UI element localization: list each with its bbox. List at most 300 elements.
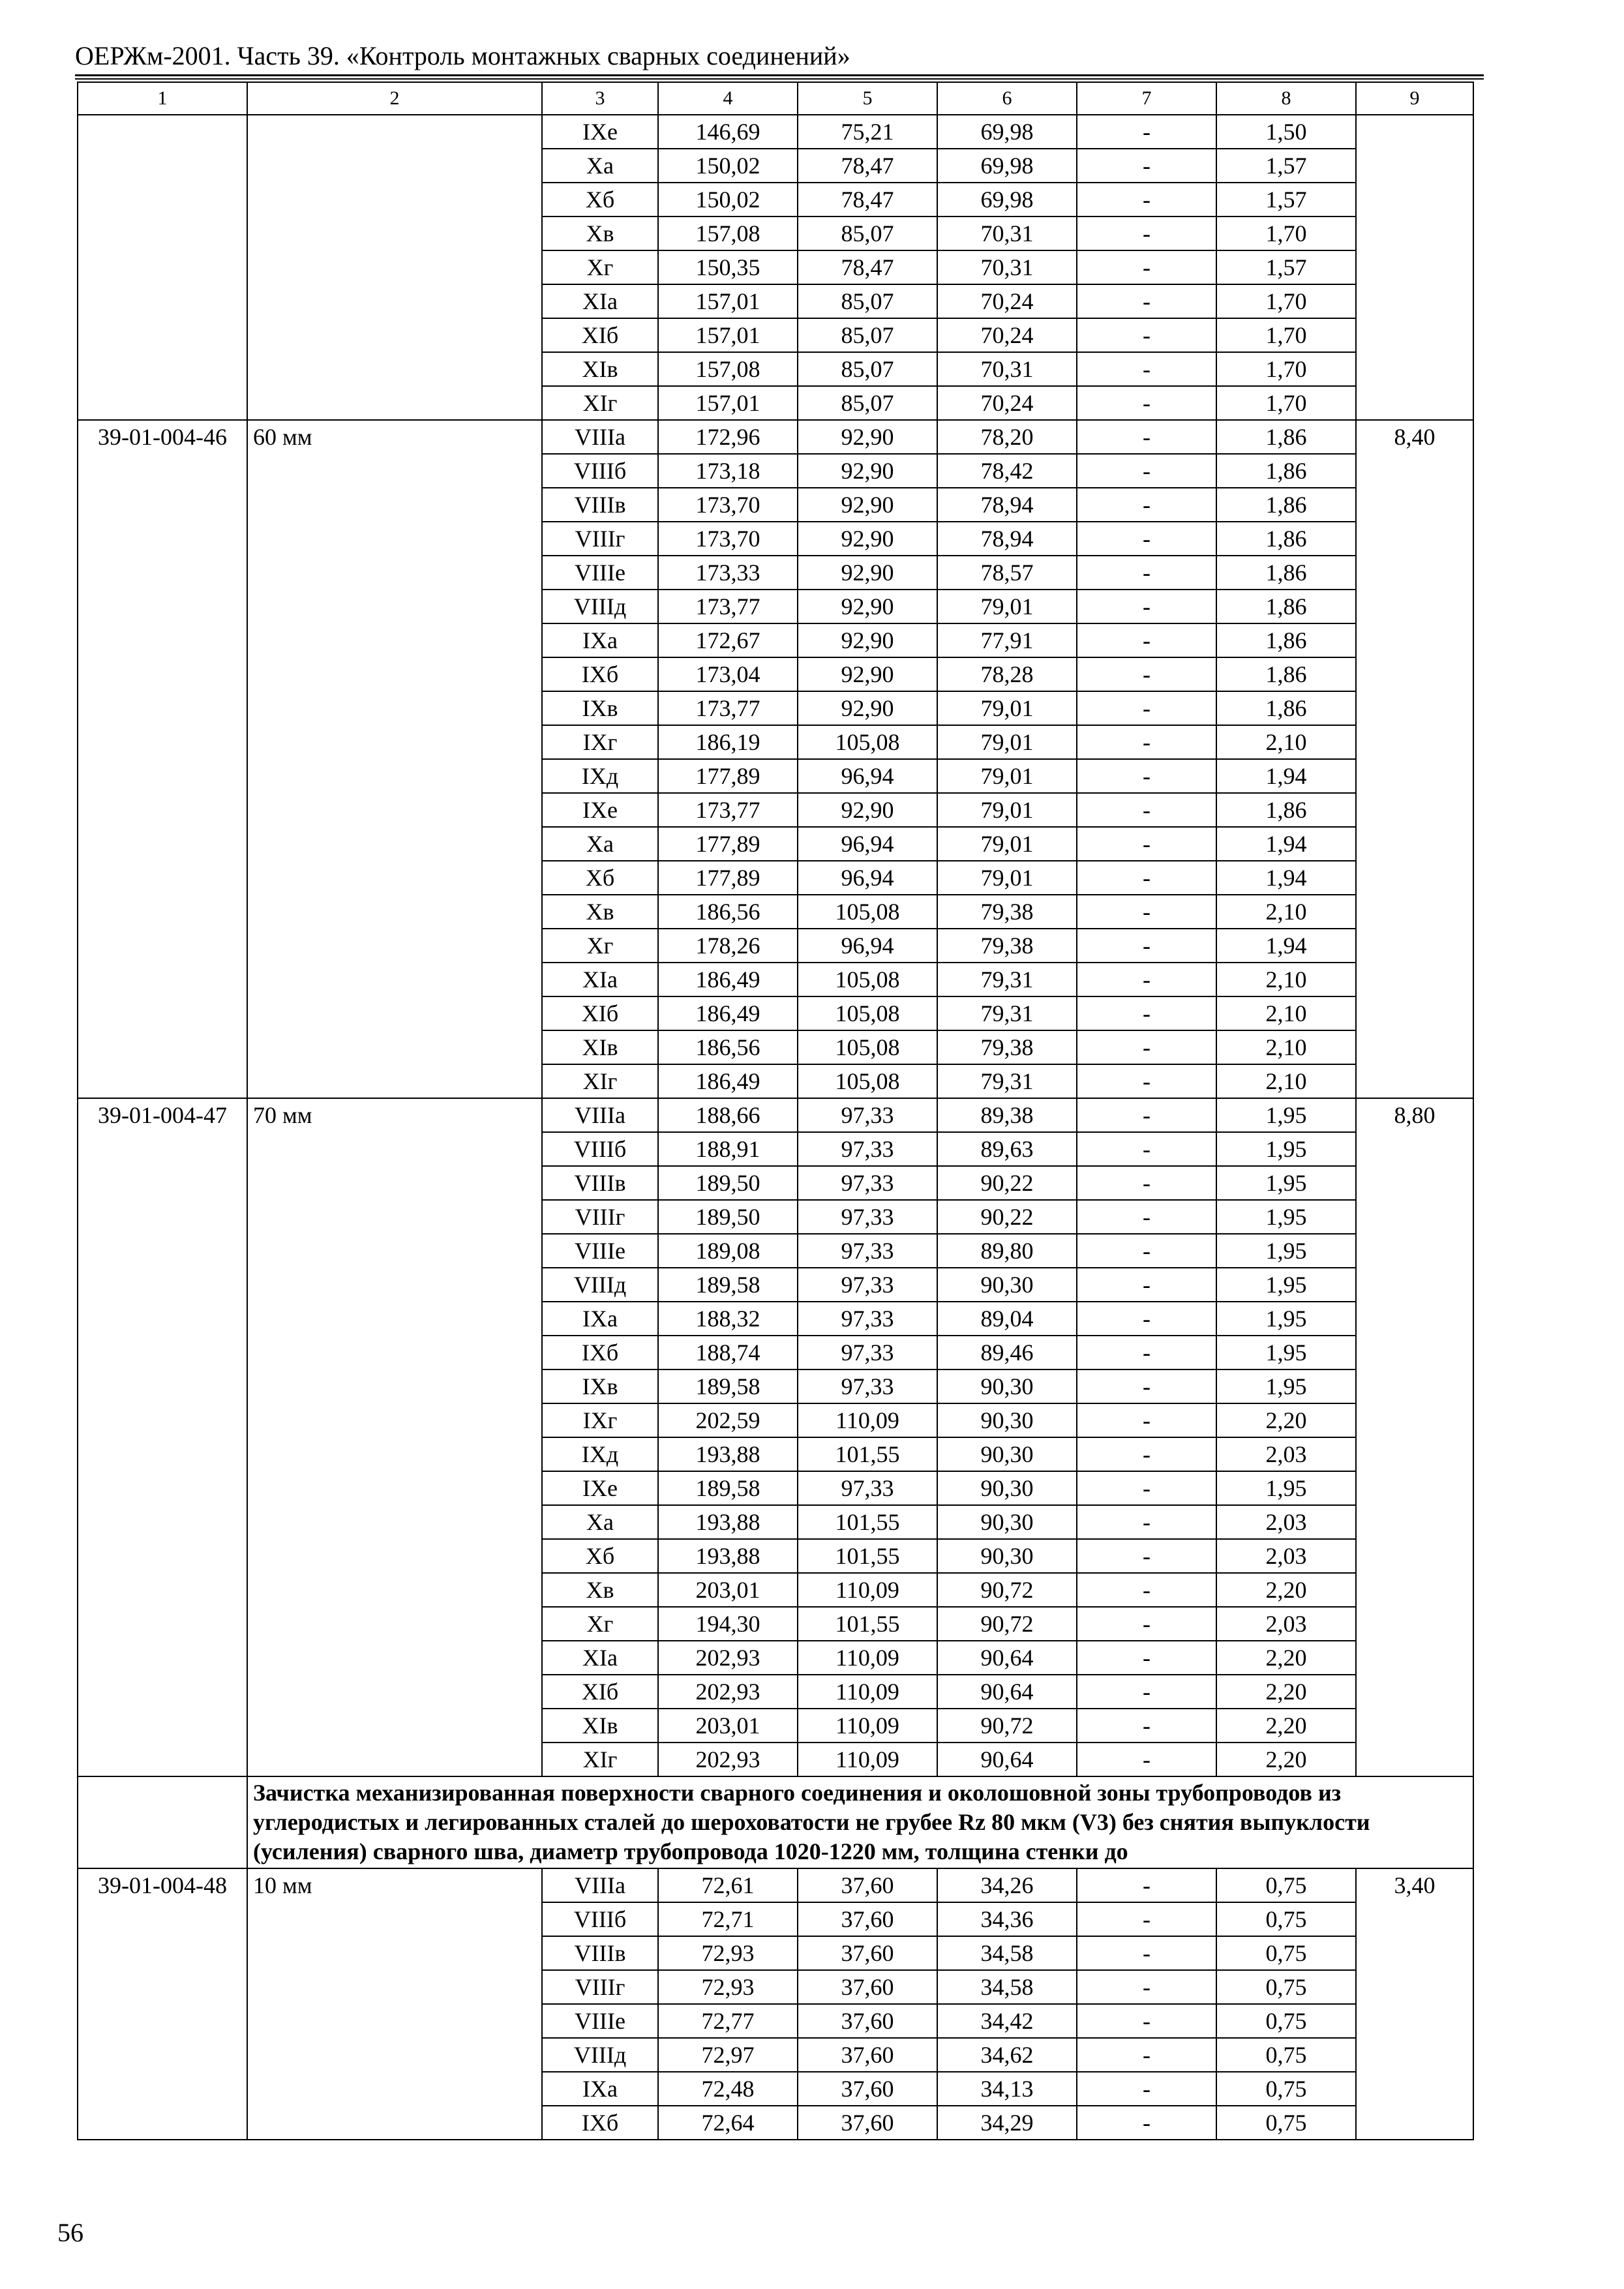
materials-cell: - xyxy=(1077,386,1216,420)
wages-cell: 96,94 xyxy=(798,759,937,793)
materials-cell: - xyxy=(1077,115,1216,149)
machines-cell: 79,31 xyxy=(937,996,1077,1030)
labor-cell: 2,03 xyxy=(1216,1539,1356,1573)
machines-cell: 34,13 xyxy=(937,2072,1077,2106)
materials-cell: - xyxy=(1077,1437,1216,1471)
materials-cell: - xyxy=(1077,2038,1216,2072)
category-cell: VIIIб xyxy=(542,454,658,488)
labor-cell: 2,10 xyxy=(1216,963,1356,996)
wages-cell: 92,90 xyxy=(798,454,937,488)
machines-cell: 69,98 xyxy=(937,149,1077,183)
labor-cell: 1,86 xyxy=(1216,522,1356,556)
total-cost-cell: 189,50 xyxy=(658,1200,798,1234)
machines-cell: 79,01 xyxy=(937,861,1077,895)
wages-cell: 97,33 xyxy=(798,1336,937,1369)
category-cell: XIг xyxy=(542,386,658,420)
materials-cell: - xyxy=(1077,2072,1216,2106)
materials-cell: - xyxy=(1077,793,1216,827)
materials-cell: - xyxy=(1077,1030,1216,1064)
labor-cell: 0,75 xyxy=(1216,2038,1356,2072)
wages-cell: 97,33 xyxy=(798,1369,937,1403)
wages-cell: 92,90 xyxy=(798,420,937,454)
category-cell: IXа xyxy=(542,623,658,657)
total-cost-cell: 72,93 xyxy=(658,1936,798,1970)
total-cost-cell: 173,77 xyxy=(658,691,798,725)
machines-cell: 90,30 xyxy=(937,1539,1077,1573)
category-cell: VIIIг xyxy=(542,1970,658,2004)
total-cost-cell: 173,77 xyxy=(658,590,798,623)
wall-thickness-cell xyxy=(247,115,542,420)
category-cell: IXб xyxy=(542,2106,658,2140)
materials-cell: - xyxy=(1077,996,1216,1030)
materials-cell: - xyxy=(1077,1098,1216,1132)
machines-cell: 70,24 xyxy=(937,284,1077,318)
labor-cell: 2,10 xyxy=(1216,996,1356,1030)
machines-cell: 89,38 xyxy=(937,1098,1077,1132)
total-cost-cell: 188,66 xyxy=(658,1098,798,1132)
total-cost-cell: 186,49 xyxy=(658,996,798,1030)
labor-cell: 1,57 xyxy=(1216,183,1356,217)
machines-cell: 90,30 xyxy=(937,1437,1077,1471)
wages-cell: 75,21 xyxy=(798,115,937,149)
wages-cell: 92,90 xyxy=(798,657,937,691)
column-number: 3 xyxy=(542,82,658,115)
category-cell: XIв xyxy=(542,1709,658,1743)
norms-table xyxy=(77,82,1474,2140)
total-cost-cell: 202,93 xyxy=(658,1641,798,1675)
labor-cell: 0,75 xyxy=(1216,1902,1356,1936)
materials-cell: - xyxy=(1077,1902,1216,1936)
machines-cell: 90,64 xyxy=(937,1675,1077,1709)
labor-cell: 1,86 xyxy=(1216,590,1356,623)
category-cell: Xг xyxy=(542,929,658,963)
category-cell: VIIIд xyxy=(542,2038,658,2072)
column-number: 5 xyxy=(798,82,937,115)
materials-cell: - xyxy=(1077,1166,1216,1200)
labor-cell: 2,03 xyxy=(1216,1437,1356,1471)
wages-cell: 101,55 xyxy=(798,1539,937,1573)
labor-cell: 1,95 xyxy=(1216,1336,1356,1369)
category-cell: IXе xyxy=(542,115,658,149)
wages-cell: 78,47 xyxy=(798,149,937,183)
machinist-labor-cell: 8,40 xyxy=(1356,420,1473,1098)
wages-cell: 85,07 xyxy=(798,284,937,318)
machines-cell: 70,31 xyxy=(937,352,1077,386)
materials-cell: - xyxy=(1077,250,1216,284)
category-cell: Xа xyxy=(542,827,658,861)
machines-cell: 90,72 xyxy=(937,1709,1077,1743)
machines-cell: 89,63 xyxy=(937,1132,1077,1166)
materials-cell: - xyxy=(1077,827,1216,861)
wages-cell: 110,09 xyxy=(798,1403,937,1437)
category-cell: VIIIе xyxy=(542,556,658,590)
total-cost-cell: 202,93 xyxy=(658,1675,798,1709)
wages-cell: 110,09 xyxy=(798,1573,937,1607)
machines-cell: 78,57 xyxy=(937,556,1077,590)
norm-code-cell: 39-01-004-47 xyxy=(78,1098,247,1776)
total-cost-cell: 194,30 xyxy=(658,1607,798,1641)
labor-cell: 1,86 xyxy=(1216,420,1356,454)
total-cost-cell: 189,58 xyxy=(658,1471,798,1505)
wages-cell: 105,08 xyxy=(798,1030,937,1064)
labor-cell: 1,95 xyxy=(1216,1268,1356,1302)
wages-cell: 37,60 xyxy=(798,2004,937,2038)
machines-cell: 78,20 xyxy=(937,420,1077,454)
category-cell: VIIIд xyxy=(542,1268,658,1302)
column-number-row xyxy=(78,82,1473,115)
total-cost-cell: 203,01 xyxy=(658,1709,798,1743)
total-cost-cell: 186,49 xyxy=(658,963,798,996)
wall-thickness-cell: 60 мм xyxy=(247,420,542,1098)
machinist-labor-cell: 3,40 xyxy=(1356,1868,1473,2140)
materials-cell: - xyxy=(1077,217,1216,250)
materials-cell: - xyxy=(1077,1709,1216,1743)
category-cell: VIIIв xyxy=(542,1936,658,1970)
materials-cell: - xyxy=(1077,1064,1216,1098)
materials-cell: - xyxy=(1077,556,1216,590)
wages-cell: 92,90 xyxy=(798,590,937,623)
machines-cell: 90,30 xyxy=(937,1505,1077,1539)
machines-cell: 78,42 xyxy=(937,454,1077,488)
total-cost-cell: 189,50 xyxy=(658,1166,798,1200)
total-cost-cell: 177,89 xyxy=(658,827,798,861)
column-number: 8 xyxy=(1216,82,1356,115)
wages-cell: 92,90 xyxy=(798,488,937,522)
labor-cell: 1,70 xyxy=(1216,284,1356,318)
labor-cell: 2,20 xyxy=(1216,1743,1356,1776)
machines-cell: 70,31 xyxy=(937,217,1077,250)
wages-cell: 96,94 xyxy=(798,827,937,861)
labor-cell: 0,75 xyxy=(1216,1868,1356,1902)
wages-cell: 96,94 xyxy=(798,929,937,963)
section-blank-cell xyxy=(78,1776,247,1868)
total-cost-cell: 193,88 xyxy=(658,1505,798,1539)
machines-cell: 90,30 xyxy=(937,1268,1077,1302)
materials-cell: - xyxy=(1077,1936,1216,1970)
labor-cell: 2,20 xyxy=(1216,1709,1356,1743)
category-cell: VIIIв xyxy=(542,1166,658,1200)
category-cell: VIIIе xyxy=(542,2004,658,2038)
total-cost-cell: 72,93 xyxy=(658,1970,798,2004)
labor-cell: 1,94 xyxy=(1216,827,1356,861)
category-cell: XIв xyxy=(542,352,658,386)
total-cost-cell: 202,59 xyxy=(658,1403,798,1437)
wages-cell: 105,08 xyxy=(798,725,937,759)
machines-cell: 79,01 xyxy=(937,759,1077,793)
materials-cell: - xyxy=(1077,1302,1216,1336)
total-cost-cell: 173,18 xyxy=(658,454,798,488)
total-cost-cell: 188,32 xyxy=(658,1302,798,1336)
machines-cell: 78,94 xyxy=(937,488,1077,522)
total-cost-cell: 150,02 xyxy=(658,149,798,183)
machines-cell: 34,58 xyxy=(937,1970,1077,2004)
column-number: 7 xyxy=(1077,82,1216,115)
total-cost-cell: 72,64 xyxy=(658,2106,798,2140)
total-cost-cell: 186,49 xyxy=(658,1064,798,1098)
labor-cell: 2,20 xyxy=(1216,1573,1356,1607)
materials-cell: - xyxy=(1077,759,1216,793)
materials-cell: - xyxy=(1077,1573,1216,1607)
labor-cell: 1,50 xyxy=(1216,115,1356,149)
labor-cell: 1,70 xyxy=(1216,352,1356,386)
wages-cell: 97,33 xyxy=(798,1132,937,1166)
machines-cell: 69,98 xyxy=(937,115,1077,149)
wages-cell: 37,60 xyxy=(798,2106,937,2140)
wages-cell: 110,09 xyxy=(798,1743,937,1776)
labor-cell: 1,86 xyxy=(1216,454,1356,488)
materials-cell: - xyxy=(1077,454,1216,488)
total-cost-cell: 72,61 xyxy=(658,1868,798,1902)
wages-cell: 110,09 xyxy=(798,1709,937,1743)
labor-cell: 2,20 xyxy=(1216,1403,1356,1437)
total-cost-cell: 173,70 xyxy=(658,522,798,556)
wages-cell: 37,60 xyxy=(798,1936,937,1970)
category-cell: IXв xyxy=(542,1369,658,1403)
total-cost-cell: 186,19 xyxy=(658,725,798,759)
wall-thickness-cell: 10 мм xyxy=(247,1868,542,2140)
machines-cell: 78,28 xyxy=(937,657,1077,691)
machines-cell: 70,24 xyxy=(937,318,1077,352)
materials-cell: - xyxy=(1077,1200,1216,1234)
section-row xyxy=(78,1776,1473,1868)
machines-cell: 79,38 xyxy=(937,929,1077,963)
materials-cell: - xyxy=(1077,149,1216,183)
machines-cell: 34,29 xyxy=(937,2106,1077,2140)
materials-cell: - xyxy=(1077,1641,1216,1675)
machines-cell: 34,26 xyxy=(937,1868,1077,1902)
machines-cell: 90,30 xyxy=(937,1403,1077,1437)
materials-cell: - xyxy=(1077,1471,1216,1505)
materials-cell: - xyxy=(1077,1743,1216,1776)
labor-cell: 0,75 xyxy=(1216,2072,1356,2106)
labor-cell: 1,95 xyxy=(1216,1200,1356,1234)
materials-cell: - xyxy=(1077,1268,1216,1302)
materials-cell: - xyxy=(1077,963,1216,996)
wages-cell: 78,47 xyxy=(798,183,937,217)
total-cost-cell: 177,89 xyxy=(658,861,798,895)
total-cost-cell: 203,01 xyxy=(658,1573,798,1607)
machines-cell: 90,72 xyxy=(937,1607,1077,1641)
total-cost-cell: 189,08 xyxy=(658,1234,798,1268)
wages-cell: 96,94 xyxy=(798,861,937,895)
column-number: 1 xyxy=(78,82,247,115)
total-cost-cell: 172,67 xyxy=(658,623,798,657)
labor-cell: 1,94 xyxy=(1216,861,1356,895)
column-number: 4 xyxy=(658,82,798,115)
column-number: 2 xyxy=(247,82,542,115)
total-cost-cell: 202,93 xyxy=(658,1743,798,1776)
labor-cell: 1,70 xyxy=(1216,386,1356,420)
category-cell: Xв xyxy=(542,1573,658,1607)
category-cell: VIIIа xyxy=(542,1098,658,1132)
total-cost-cell: 173,70 xyxy=(658,488,798,522)
total-cost-cell: 186,56 xyxy=(658,895,798,929)
labor-cell: 1,95 xyxy=(1216,1234,1356,1268)
materials-cell: - xyxy=(1077,929,1216,963)
category-cell: Xг xyxy=(542,250,658,284)
category-cell: XIг xyxy=(542,1064,658,1098)
labor-cell: 1,57 xyxy=(1216,250,1356,284)
header-rule-thin xyxy=(75,78,1484,80)
column-number: 6 xyxy=(937,82,1077,115)
wages-cell: 78,47 xyxy=(798,250,937,284)
category-cell: VIIIе xyxy=(542,1234,658,1268)
materials-cell: - xyxy=(1077,1505,1216,1539)
total-cost-cell: 188,91 xyxy=(658,1132,798,1166)
labor-cell: 2,10 xyxy=(1216,725,1356,759)
labor-cell: 1,86 xyxy=(1216,488,1356,522)
category-cell: Xг xyxy=(542,1607,658,1641)
machines-cell: 79,01 xyxy=(937,793,1077,827)
column-number: 9 xyxy=(1356,82,1473,115)
machines-cell: 70,24 xyxy=(937,386,1077,420)
labor-cell: 1,57 xyxy=(1216,149,1356,183)
wages-cell: 92,90 xyxy=(798,522,937,556)
category-cell: Xб xyxy=(542,183,658,217)
labor-cell: 2,20 xyxy=(1216,1675,1356,1709)
wages-cell: 105,08 xyxy=(798,1064,937,1098)
wages-cell: 101,55 xyxy=(798,1437,937,1471)
labor-cell: 1,95 xyxy=(1216,1471,1356,1505)
materials-cell: - xyxy=(1077,623,1216,657)
labor-cell: 0,75 xyxy=(1216,2106,1356,2140)
category-cell: XIа xyxy=(542,1641,658,1675)
category-cell: XIа xyxy=(542,963,658,996)
labor-cell: 1,86 xyxy=(1216,657,1356,691)
page-header: ОЕРЖм-2001. Часть 39. «Контроль монтажных сварных соединений» xyxy=(75,41,850,70)
category-cell: Xв xyxy=(542,895,658,929)
total-cost-cell: 72,97 xyxy=(658,2038,798,2072)
machines-cell: 78,94 xyxy=(937,522,1077,556)
machines-cell: 79,01 xyxy=(937,590,1077,623)
table-row xyxy=(78,420,1473,454)
materials-cell: - xyxy=(1077,1336,1216,1369)
category-cell: IXб xyxy=(542,1336,658,1369)
category-cell: VIIIб xyxy=(542,1902,658,1936)
category-cell: Xа xyxy=(542,149,658,183)
labor-cell: 0,75 xyxy=(1216,1970,1356,2004)
materials-cell: - xyxy=(1077,284,1216,318)
materials-cell: - xyxy=(1077,1868,1216,1902)
labor-cell: 1,86 xyxy=(1216,793,1356,827)
total-cost-cell: 193,88 xyxy=(658,1539,798,1573)
category-cell: IXе xyxy=(542,793,658,827)
wages-cell: 37,60 xyxy=(798,1902,937,1936)
labor-cell: 1,94 xyxy=(1216,929,1356,963)
total-cost-cell: 172,96 xyxy=(658,420,798,454)
wages-cell: 37,60 xyxy=(798,1970,937,2004)
section-title: Зачистка механизированная поверхности сварного соединения и околошовной зоны трубопроводов из углеродистых и легированных сталей до шероховатости не грубее Rz 80 мкм (V3) без снятия выпуклости (усиления) сварного шва, диаметр трубопровода 1020-1220 мм, толщина стенки до xyxy=(247,1776,1473,1868)
total-cost-cell: 193,88 xyxy=(658,1437,798,1471)
category-cell: IXд xyxy=(542,1437,658,1471)
materials-cell: - xyxy=(1077,657,1216,691)
wages-cell: 97,33 xyxy=(798,1234,937,1268)
labor-cell: 1,86 xyxy=(1216,623,1356,657)
category-cell: IXе xyxy=(542,1471,658,1505)
category-cell: VIIIб xyxy=(542,1132,658,1166)
category-cell: IXа xyxy=(542,2072,658,2106)
wages-cell: 97,33 xyxy=(798,1200,937,1234)
wages-cell: 85,07 xyxy=(798,352,937,386)
machines-cell: 89,46 xyxy=(937,1336,1077,1369)
materials-cell: - xyxy=(1077,2004,1216,2038)
machines-cell: 79,01 xyxy=(937,725,1077,759)
norm-code-cell: 39-01-004-46 xyxy=(78,420,247,1098)
wages-cell: 85,07 xyxy=(798,386,937,420)
machines-cell: 79,01 xyxy=(937,691,1077,725)
labor-cell: 1,95 xyxy=(1216,1098,1356,1132)
total-cost-cell: 150,35 xyxy=(658,250,798,284)
category-cell: VIIIа xyxy=(542,1868,658,1902)
materials-cell: - xyxy=(1077,1132,1216,1166)
labor-cell: 1,94 xyxy=(1216,759,1356,793)
category-cell: VIIIа xyxy=(542,420,658,454)
machines-cell: 90,22 xyxy=(937,1200,1077,1234)
category-cell: VIIIг xyxy=(542,522,658,556)
wages-cell: 110,09 xyxy=(798,1675,937,1709)
labor-cell: 2,20 xyxy=(1216,1641,1356,1675)
total-cost-cell: 188,74 xyxy=(658,1336,798,1369)
labor-cell: 2,10 xyxy=(1216,1030,1356,1064)
wages-cell: 92,90 xyxy=(798,793,937,827)
machines-cell: 90,72 xyxy=(937,1573,1077,1607)
machines-cell: 90,30 xyxy=(937,1369,1077,1403)
labor-cell: 1,86 xyxy=(1216,556,1356,590)
materials-cell: - xyxy=(1077,1369,1216,1403)
machines-cell: 79,31 xyxy=(937,963,1077,996)
materials-cell: - xyxy=(1077,1607,1216,1641)
materials-cell: - xyxy=(1077,1675,1216,1709)
table-row xyxy=(78,1098,1473,1132)
wages-cell: 97,33 xyxy=(798,1471,937,1505)
total-cost-cell: 173,33 xyxy=(658,556,798,590)
category-cell: XIб xyxy=(542,1675,658,1709)
labor-cell: 2,10 xyxy=(1216,895,1356,929)
wages-cell: 97,33 xyxy=(798,1098,937,1132)
wages-cell: 92,90 xyxy=(798,556,937,590)
category-cell: IXг xyxy=(542,725,658,759)
machines-cell: 90,22 xyxy=(937,1166,1077,1200)
total-cost-cell: 146,69 xyxy=(658,115,798,149)
wages-cell: 92,90 xyxy=(798,691,937,725)
labor-cell: 1,95 xyxy=(1216,1166,1356,1200)
category-cell: VIIIг xyxy=(542,1200,658,1234)
category-cell: XIа xyxy=(542,284,658,318)
wages-cell: 37,60 xyxy=(798,2038,937,2072)
wages-cell: 37,60 xyxy=(798,2072,937,2106)
total-cost-cell: 173,77 xyxy=(658,793,798,827)
category-cell: VIIIв xyxy=(542,488,658,522)
total-cost-cell: 72,48 xyxy=(658,2072,798,2106)
category-cell: Xа xyxy=(542,1505,658,1539)
materials-cell: - xyxy=(1077,1970,1216,2004)
materials-cell: - xyxy=(1077,352,1216,386)
machines-cell: 34,58 xyxy=(937,1936,1077,1970)
wages-cell: 92,90 xyxy=(798,623,937,657)
materials-cell: - xyxy=(1077,895,1216,929)
total-cost-cell: 157,01 xyxy=(658,318,798,352)
machines-cell: 34,36 xyxy=(937,1902,1077,1936)
wages-cell: 85,07 xyxy=(798,217,937,250)
category-cell: XIб xyxy=(542,996,658,1030)
total-cost-cell: 189,58 xyxy=(658,1268,798,1302)
category-cell: IXв xyxy=(542,691,658,725)
wages-cell: 105,08 xyxy=(798,895,937,929)
machinist-labor-cell xyxy=(1356,115,1473,420)
total-cost-cell: 186,56 xyxy=(658,1030,798,1064)
wages-cell: 37,60 xyxy=(798,1868,937,1902)
total-cost-cell: 157,08 xyxy=(658,352,798,386)
